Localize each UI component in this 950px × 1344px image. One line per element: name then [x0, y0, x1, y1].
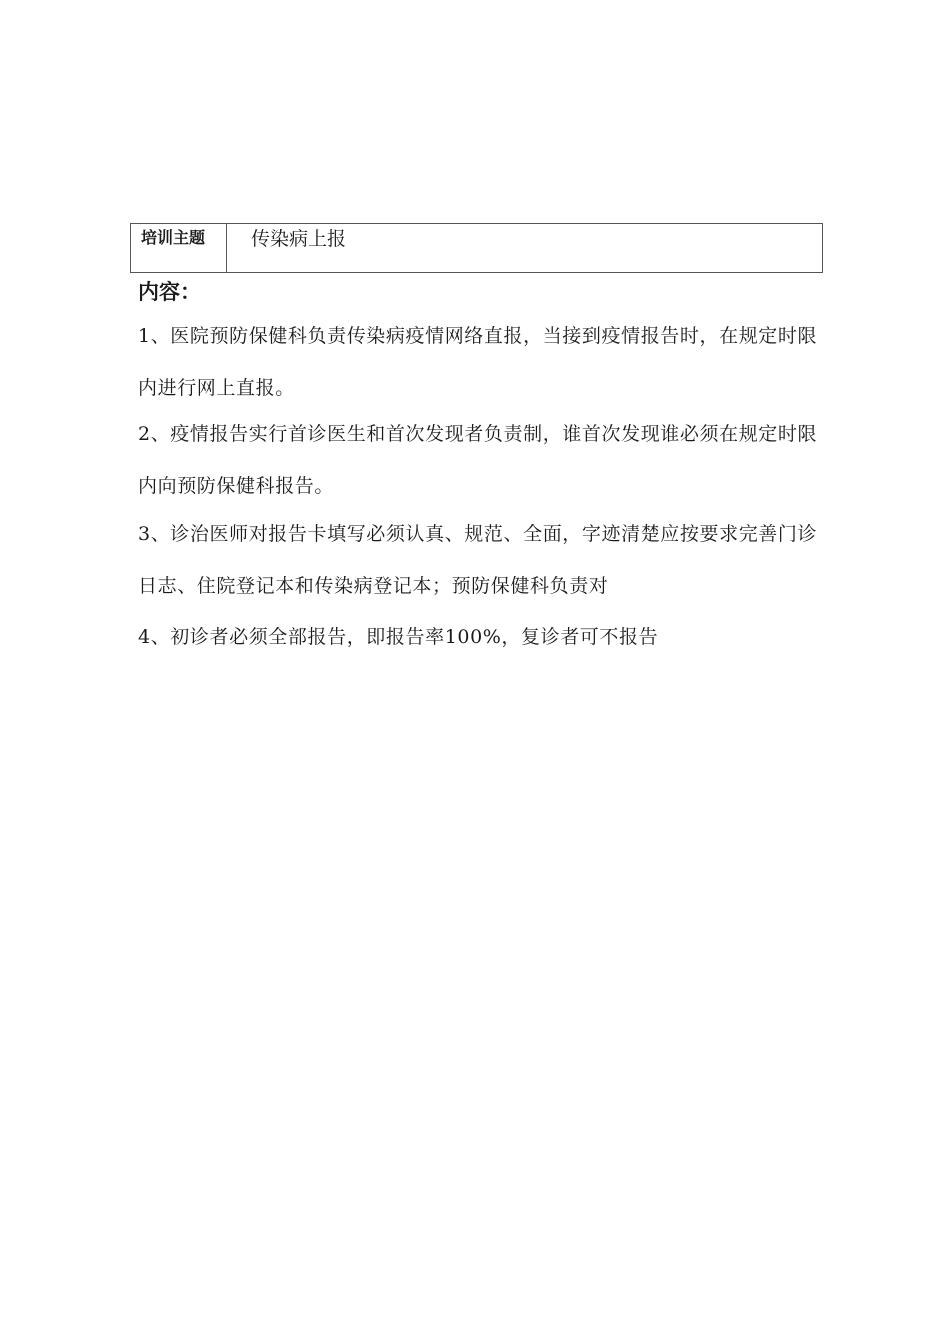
paragraph-1: 1、医院预防保健科负责传染病疫情网络直报，当接到疫情报告时，在规定时限内进行网上直报。 [138, 325, 818, 399]
training-topic-value: 传染病上报 [251, 228, 347, 250]
training-topic-label: 培训主题 [131, 224, 227, 272]
content-heading: 内容： [138, 280, 201, 304]
training-topic-table [130, 223, 823, 273]
paragraph-4: 4、初诊者必须全部报告，即报告率100%，复诊者可不报告 [138, 626, 659, 648]
paragraph-2: 2、疫情报告实行首诊医生和首次发现者负责制，谁首次发现谁必须在规定时限内向预防保健科报告。 [138, 423, 818, 497]
paragraph-3: 3、诊治医师对报告卡填写必须认真、规范、全面，字迹清楚应按要求完善门诊日志、住院登记本和传染病登记本；预防保健科负责对 [138, 523, 818, 597]
